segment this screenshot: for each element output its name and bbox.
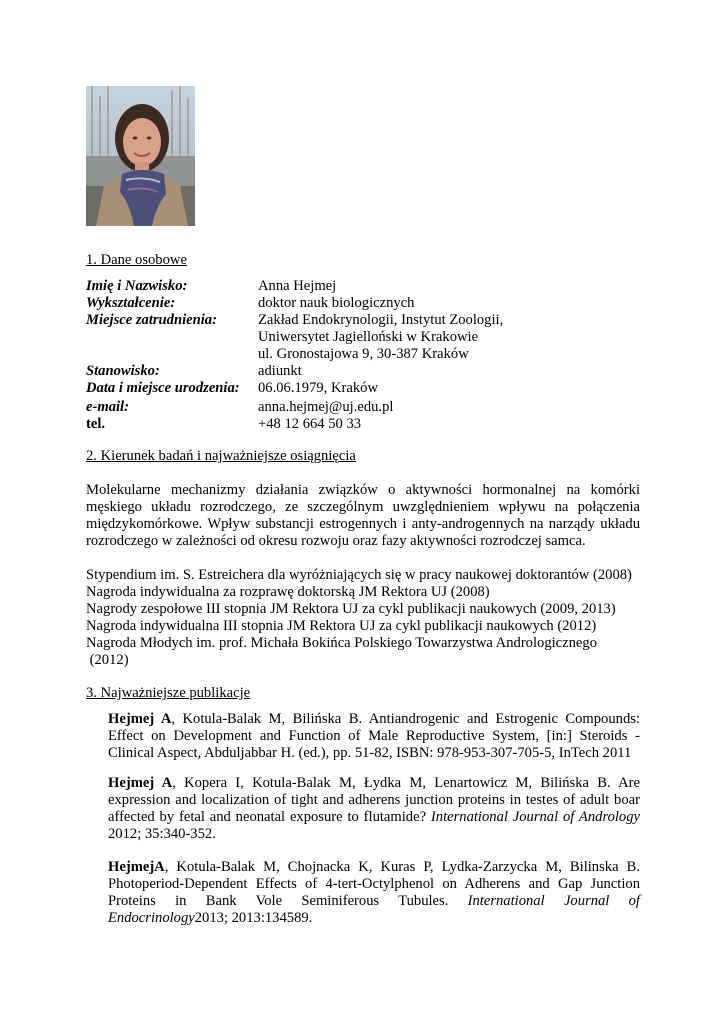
publication-journal: International Journal of Andrology (430, 809, 640, 825)
birth-value: 06.06.1979, Kraków (258, 380, 378, 396)
position-value: adiunkt (258, 363, 302, 379)
name-value: Anna Hejmej (258, 278, 337, 294)
publication-text: , Kotula-Balak M, Chojnacka K, Kuras P, Lydka-Zarzycka M, Bilinska B. (164, 859, 640, 875)
publication-journal: Endocrinology (108, 910, 195, 926)
workplace-line-2: Uniwersytet Jagielloński w Krakowie (258, 329, 479, 345)
publication-text: , Kotula-Balak M, Bilińska B. Antiandrogenic and Estrogenic Compounds: (171, 711, 640, 727)
workplace-line-3: ul. Gronostajowa 9, 30-387 Kraków (258, 346, 469, 362)
award-item: (2012) (86, 652, 129, 668)
publication-text: Photoperiod-Dependent Effects of 4-tert-Octylphenol on Adherens and Gap Junction (108, 876, 640, 892)
profile-photo (86, 86, 195, 226)
publication-text: Clinical Aspect, Abduljabbar H. (ed.), pp. 51-82, ISBN: 978-953-307-705-5, InTech 2011 (108, 745, 632, 761)
research-line-4: rozrodczego w zależności od okresu rozwoju oraz fazy aktywności rozrodczej samca. (86, 533, 586, 549)
publication-item (108, 711, 640, 762)
publication-text: Proteins in Bank Vole Seminiferous Tubules. (108, 893, 468, 909)
publication-author: Hejmej A (108, 711, 172, 727)
award-item: Nagroda Młodych im. prof. Michała Bokińca Polskiego Towarzystwa Andrologicznego (86, 635, 598, 651)
tel-value: +48 12 664 50 33 (258, 416, 362, 432)
award-item: Nagrody zespołowe III stopnia JM Rektora UJ za cykl publikacji naukowych (2009, 2013) (86, 601, 616, 617)
publication-text: Effect on Development and Function of Male Reproductive System, [in:] Steroids - (108, 728, 640, 744)
email-value: anna.hejmej@uj.edu.pl (258, 399, 394, 415)
publication-item (108, 775, 640, 843)
tel-label: tel. (86, 416, 106, 432)
birth-label: Data i miejsce urodzenia: (86, 380, 240, 396)
position-label: Stanowisko: (86, 363, 160, 379)
research-line-3: międzykomórkowe. Wpływ substancji estrogennych i anty-androgennych na narządy układu (86, 516, 640, 532)
education-value: doktor nauk biologicznych (258, 295, 415, 311)
publication-text: , Kopera I, Kotula-Balak M, Łydka M, Lenartowicz M, Bilińska B. Are (172, 775, 640, 791)
publication-author: Hejmej A (108, 775, 173, 791)
publication-text: affected by fetal and neonatal exposure to flutamide? (108, 809, 431, 825)
award-item: Nagroda indywidualna III stopnia JM Rektora UJ za cykl publikacji naukowych (2012) (86, 618, 597, 634)
publication-author: HejmejA (108, 859, 165, 875)
section-heading-research: 2. Kierunek badań i najważniejsze osiągnięcia (86, 448, 356, 464)
education-label: Wykształcenie: (86, 295, 176, 311)
award-item: Stypendium im. S. Estreichera dla wyróżniających się w pracy naukowej doktorantów (2008) (86, 567, 632, 583)
research-line-2: męskiego układu rozrodczego, ze szczególnym uwzględnieniem wpływu na połączenia (86, 499, 640, 515)
research-paragraph (86, 482, 640, 550)
workplace-line-1: Zakład Endokrynologii, Instytut Zoologii, (258, 312, 504, 328)
research-line-1: Molekularne mechanizmy działania związków o aktywności hormonalnej na komórki (86, 482, 640, 498)
section-heading-personal: 1. Dane osobowe (86, 252, 187, 268)
publication-text: 2012; 35:340-352. (108, 826, 216, 842)
name-label: Imię i Nazwisko: (86, 278, 188, 294)
section-heading-publications: 3. Najważniejsze publikacje (86, 685, 251, 701)
publication-text: expression and localization of tight and adherens junction proteins in testes of adult boar (108, 792, 640, 808)
email-label: e-mail: (86, 399, 129, 415)
award-item: Nagroda indywidualna za rozprawę doktorską JM Rektora UJ (2008) (86, 584, 490, 600)
publication-text: 2013; 2013:134589. (194, 910, 313, 926)
workplace-label: Miejsce zatrudnienia: (86, 312, 217, 328)
publication-journal: International Journal of (467, 893, 640, 909)
publication-item (108, 859, 640, 927)
